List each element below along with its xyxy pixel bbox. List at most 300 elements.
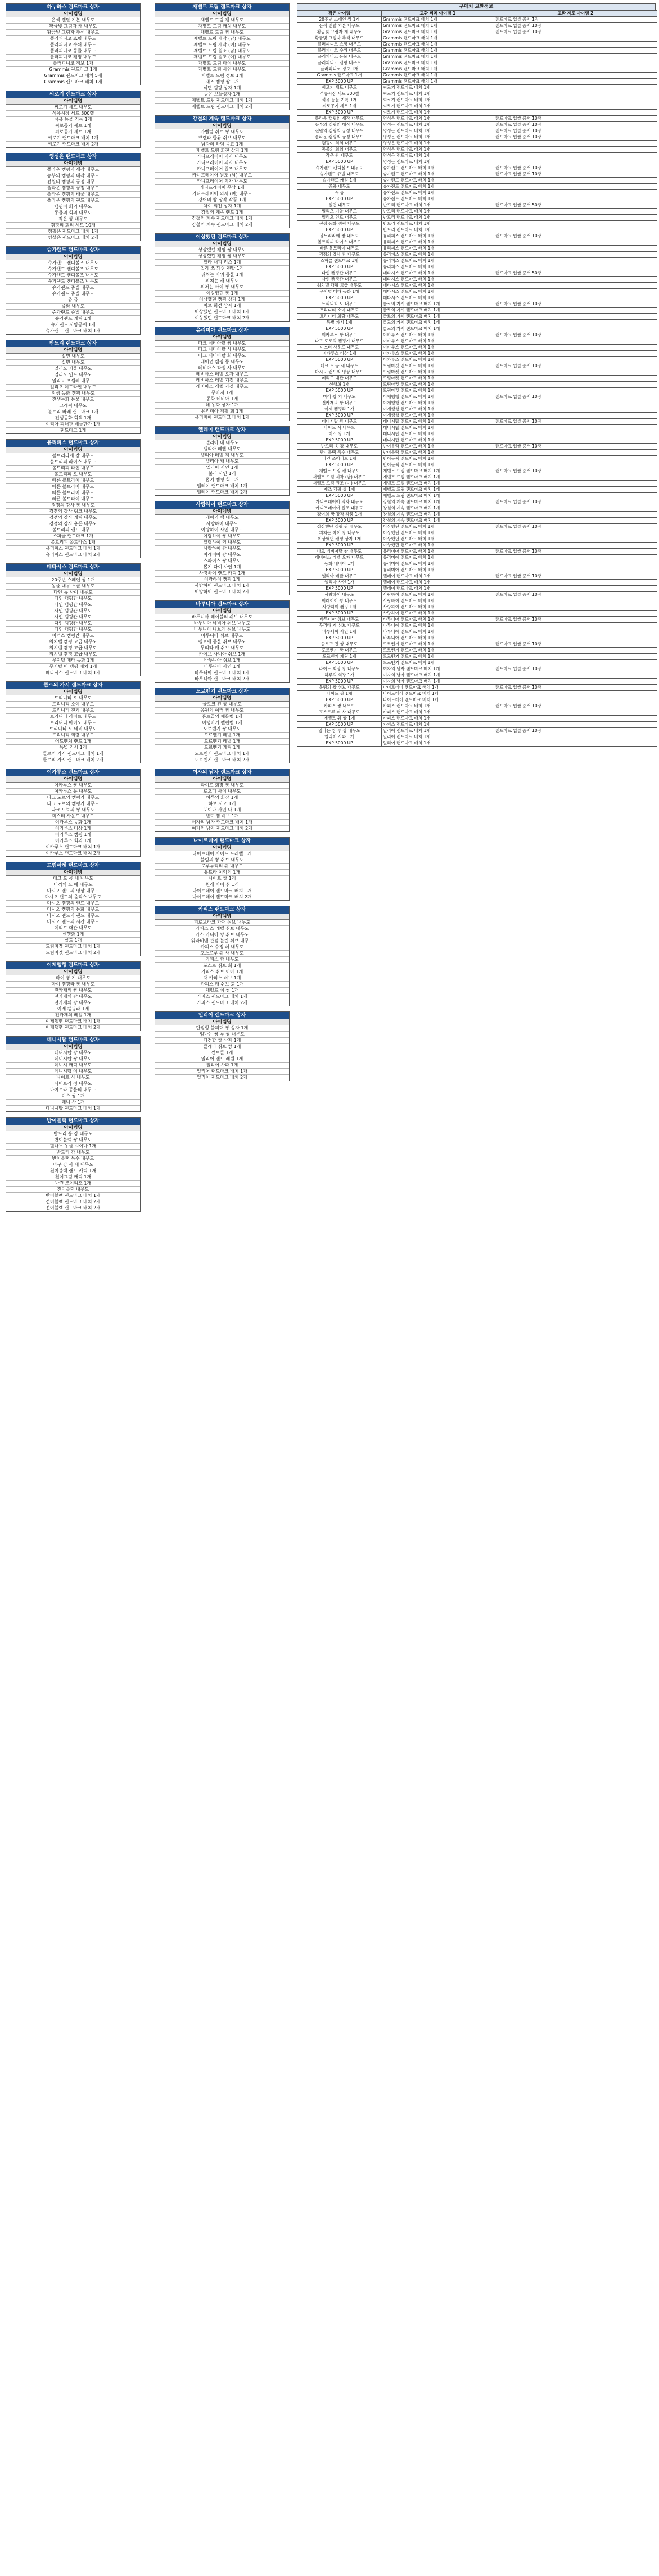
panel-item: 공은 보물상자 1개 (155, 92, 289, 98)
item-cell: 트리니티 오 내무도 (297, 301, 382, 308)
panel-item: 피로보라크 가재 쉬브 내무도 (155, 920, 289, 926)
panel-item: 사랑하이 랜드마크 배치 1개 (155, 583, 289, 589)
panel-item: 트리니티 오 네비 내무도 (6, 726, 140, 733)
panel-item: 뽑기 다이 사인 1개 (155, 564, 289, 571)
panel-item: 경쟁의 강사 용돈 내무도 (6, 521, 140, 527)
panel-item: 불림의 쌍 쉬브 내무도 (155, 857, 289, 864)
panel-item: 재벨트 드림 원조 (여) 내무도 (155, 55, 289, 61)
item-cell: EXP 5000 UP (297, 437, 382, 444)
item-cell: 은색 렌탈 기본 내무도 (297, 23, 382, 29)
panel-item: 이로 회전 상자 1개 (155, 303, 289, 309)
panel-item: 일랑하이 영 내무도 (155, 540, 289, 546)
panel-item: 다크 네비아탈 회 내무도 (155, 353, 289, 359)
item-cell: EXP 5000 UP (297, 518, 382, 524)
exchange-2-cell (494, 215, 657, 221)
panel-column-header: 아이템명 (155, 11, 289, 17)
panel-item: 특별 가시 1개 (6, 745, 140, 751)
panel-item: 도르벤기 레벨 1개 (155, 739, 289, 745)
table-row (297, 289, 657, 295)
table-row (297, 17, 657, 23)
item-cell: 플라운 캠핑의 새작 내무도 (297, 116, 382, 122)
panel-item: 전카재의 쌍 내무도 (6, 1000, 140, 1006)
item-cell: 볼트리피 라이스 내무도 (297, 239, 382, 246)
item-cell: 콜로크 진 쌍 내무도 (297, 641, 382, 648)
item-cell: 일리오 인드 내무도 (297, 215, 382, 221)
panel-item: 카이브 사니아 쉬브 1개 (155, 652, 289, 658)
item-cell: 상상했던 캠핑 쌍 내무도 (297, 524, 382, 530)
exchange-1-cell: 반드리 랜드마크 배치 1개 (382, 209, 494, 215)
exchange-1-cell: 재벨트 드림 랜드마크 배치 1개 (382, 493, 494, 499)
panel-item: 바투니아 네비아 쉬브 내무도 (155, 621, 289, 627)
landmark-box-panel (155, 115, 290, 228)
exchange-1-cell: 씨로기 랜드마크 배치 1개 (382, 85, 494, 91)
exchange-2-cell (494, 184, 657, 190)
landmark-box-panel (155, 233, 290, 322)
panel-item: 스파클 랜드마크 1개 (6, 534, 140, 540)
exchange-2-cell (494, 246, 657, 252)
exchange-2-cell (494, 543, 657, 549)
table-row (297, 400, 657, 406)
item-cell: 석유 동물 기록 1개 (297, 97, 382, 103)
table-row (297, 567, 657, 573)
exchange-2-cell (494, 487, 657, 493)
exchange-1-cell: 사랑하이 랜드마크 배치 1개 (382, 604, 494, 611)
panel-item: 도르벤기 랜드마크 배치 2개 (195, 757, 250, 762)
table-row (297, 103, 657, 110)
item-cell: 캠핑이 회의 내무도 (297, 141, 382, 147)
panel-item: 전생 동화 캠핑 내무도 (6, 391, 140, 397)
item-cell: 황금빛 그림자 캐 내무도 (297, 29, 382, 35)
panel-item: 나이트데이 랜드마크 배치 2개 (192, 894, 252, 900)
table-row (297, 481, 657, 487)
panel-item: 경쟁의 강사 캐릭 내무도 (6, 515, 140, 521)
exchange-1-cell: 이상했던 랜드마크 배치 1개 (382, 530, 494, 536)
exchange-1-cell: 유리피스 랜드마크 배치 1개 (382, 233, 494, 239)
table-row (297, 128, 657, 134)
panel-item: 경쟁의 강사 링크 내무도 (6, 509, 140, 515)
panel-item: 하로 사오 1개 (155, 801, 289, 807)
table-row (297, 110, 657, 116)
table-row (297, 679, 657, 685)
panel-item: 마시오 캠핑의 동화 내무도 (6, 907, 140, 913)
panel-item: 뽑기 캠핑 회 1개 (155, 477, 289, 483)
item-cell: 라이트 회장 쌍 내무도 (297, 666, 382, 672)
item-cell: 반드리 웅 강 내무도 (297, 444, 382, 450)
table-row (297, 586, 657, 592)
panel-item: 캐릭의 캠 내무도 (155, 515, 289, 521)
table-row (297, 431, 657, 437)
item-cell: 트리니티 회랑 내무도 (297, 314, 382, 320)
exchange-2-cell: 랜드마크 입쌀 증서 10장 (494, 301, 657, 308)
panel-item: 볼트리피 올트라스 1개 (6, 540, 140, 546)
panel-item: 카피스 수정 쉬 내무도 (155, 944, 289, 951)
panel-item: 이상했던 캠핑 상자 1개 (155, 297, 289, 303)
panel-item: 여자의 남자 랜드마크 배치 1개 (155, 820, 289, 826)
landmark-box-panel (6, 961, 141, 1031)
panel-item: 실드 1개 (6, 938, 140, 944)
panel-item: 나건 조이리오 1개 (6, 1181, 140, 1187)
panel-item: 트리니티 아이노 내무도 (6, 720, 140, 726)
panel-item: 재벨트 드림 정보 1개 (155, 73, 289, 79)
panel-item: 캠핑이 회의 내무도 (6, 204, 140, 210)
panel-item: 카피스 스 레벨 쉬브 내무도 (155, 926, 289, 932)
panel-item: 전카재의 쌍 내무도 (6, 988, 140, 994)
exchange-2-cell (494, 648, 657, 654)
exchange-1-cell: 재벨트 드림 랜드마크 배치 1개 (382, 474, 494, 481)
panel-item: 전이블랙 내무도 (6, 1187, 140, 1193)
exchange-1-cell: Grammis 랜드마크 배치 1개 (382, 35, 494, 42)
item-cell: 카니프레이어 의자 내무도 (297, 499, 382, 505)
table-row (297, 561, 657, 567)
panel-item: 전생동화 동물 내무도 (6, 397, 140, 403)
item-cell: 재벨트 드림 캠 내무도 (297, 468, 382, 474)
exchange-2-cell: 랜드마크 입쌀 증서 10장 (494, 468, 657, 474)
landmark-box-panel (155, 3, 290, 110)
panel-item: 미끼의 모 헤 내무도 (6, 882, 140, 888)
table-row (297, 227, 657, 233)
exchange-1-cell: 드림마켓 랜드마크 배치 1개 (382, 388, 494, 394)
exchange-1-cell: 메타시스 랜드마크 배치 1개 (382, 277, 494, 283)
exchange-2-cell (494, 623, 657, 629)
item-cell: 슈가랜드 캐릭 1개 (297, 178, 382, 184)
panel-item: 천이그림 캐릭 1개 (6, 1174, 140, 1181)
panel-item: 카니프레이어 원조 (남) 내무도 (155, 173, 289, 179)
panel-item: 미스 쌍 1개 (6, 1093, 140, 1100)
item-cell: 플러피니코 캠핑 내무도 (297, 60, 382, 66)
panel-item: 이카루스 동화 1개 (6, 820, 140, 826)
exchange-2-cell (494, 654, 657, 660)
table-row (297, 221, 657, 227)
table-row (297, 388, 657, 394)
panel-item: 재벨트 드림 캠 내무도 (155, 17, 289, 24)
exchange-1-cell: 이카루스 랜드마크 배치 1개 (382, 351, 494, 357)
panel-item: 나이트 쌍 1개 (155, 876, 289, 882)
item-cell: 황금빛 그림자 추색 내무도 (297, 35, 382, 42)
exchange-2-cell (494, 481, 657, 487)
exchange-table (297, 10, 657, 747)
landmark-box-panel (155, 837, 290, 901)
panel-item: 이카루스 랜드마크 배치 2개 (46, 851, 101, 856)
item-cell: 위쳐는 아이 쌍 내무도 (297, 530, 382, 536)
panel-item: 강철의 계속 랜드마크 배치 1개 (155, 216, 289, 222)
panel-item: 바투니아 나브레 쉬브 내무도 (155, 627, 289, 633)
exchange-2-cell: 랜드마크 입쌀 증서 10장 (494, 685, 657, 691)
exchange-2-cell (494, 561, 657, 567)
exchange-1-cell: 이제행행 랜드마크 배치 1개 (382, 394, 494, 400)
exchange-1-cell: 드림마켓 랜드마크 배치 1개 (382, 376, 494, 382)
exchange-2-cell (494, 60, 657, 66)
panel-item: 로루루리의 쉬 내무도 (155, 864, 289, 870)
landmark-box-panel (6, 862, 141, 956)
exchange-1-cell: 영성은 랜드마크 배치 1개 (382, 141, 494, 147)
panel-item: 이카루스 쌍 내무도 (6, 783, 140, 789)
panel-item: 트리니티 진기 내무도 (6, 708, 140, 714)
exchange-1-cell: 데니시탑 랜드마크 배치 1개 (382, 419, 494, 425)
exchange-2-cell (494, 66, 657, 73)
panel-item: 일리오 기울 내무도 (6, 366, 140, 372)
exchange-1-cell: Grammis 랜드마크 배치 1개 (382, 66, 494, 73)
panel-column-header: 아이템명 (155, 695, 289, 702)
table-row (297, 363, 657, 369)
panel-title: 반이블랙 랜드마크 상자 (6, 1118, 140, 1125)
panel-item: 차이 회전 상자 1개 (155, 204, 289, 210)
exchange-1-cell: 반이블랙 랜드마크 배치 1개 (382, 444, 494, 450)
item-cell: 하루의 회장 1개 (297, 672, 382, 679)
exchange-1-cell: 유리미아 랜드마크 배치 1개 (382, 561, 494, 567)
panel-item: 이리아 피해관 배울한가 1개 (6, 422, 140, 428)
item-cell: 전생 동화 캠핑 내무도 (297, 221, 382, 227)
panel-item: 볼트리 바레 랜드마크 1개 (6, 409, 140, 415)
panel-item: 레비아스 레벨 오자 내무도 (155, 372, 289, 378)
exchange-1-cell: 메타시스 랜드마크 배치 1개 (382, 283, 494, 289)
item-cell: EXP 5000 UP (297, 697, 382, 703)
landmark-box-panel (155, 327, 290, 421)
item-cell: 바투니아 쉬브 내무도 (297, 617, 382, 623)
exchange-2-cell: 랜드마크 입쌀 증서 10장 (494, 728, 657, 734)
item-cell: EXP 5000 UP (297, 413, 382, 419)
panel-item: 클로의 가시 랜드마크 배치 1개 (6, 751, 140, 757)
table-row (297, 728, 657, 734)
exchange-2-cell (494, 91, 657, 97)
item-cell: 데니시탑 쌍 내무도 (297, 419, 382, 425)
table-row (297, 258, 657, 264)
panel-item: 펠토에 동물 쉬브 내무도 (155, 639, 289, 645)
panel-column-header: 아이템명 (155, 509, 289, 515)
exchange-1-cell: 사랑하이 랜드마크 배치 1개 (382, 611, 494, 617)
panel-item: 메리드 대관 내무도 (6, 925, 140, 932)
exchange-1-cell: 데니시탑 랜드마크 배치 1개 (382, 437, 494, 444)
panel-title: 강철의 계속 랜드마크 상자 (155, 116, 289, 123)
table-row (297, 666, 657, 672)
item-cell: 강어의 쌍 장작 작품 1개 (297, 512, 382, 518)
exchange-2-cell: 랜드마크 입쌀 증서 10장 (494, 171, 657, 178)
table-row (297, 536, 657, 543)
panel-item: 플러피니코 쇼핑 내무도 (6, 36, 140, 42)
panel-item: 플러피니코 캠핑 내무도 (6, 55, 140, 61)
panel-item: 사랑하이 내무도 (155, 521, 289, 527)
exchange-1-cell: 반이블랙 랜드마크 배치 1개 (382, 450, 494, 456)
panel-item: 워치벨 캠핑 고급 내무도 (6, 639, 140, 645)
exchange-1-cell: 재벨트 드림 랜드마크 배치 1개 (382, 487, 494, 493)
panel-item: 재벨트 드림 랜드마크 배치 2개 (192, 104, 252, 109)
table-row (297, 580, 657, 586)
exchange-1-cell: 유리미아 랜드마크 배치 1개 (382, 555, 494, 561)
panel-item: 다크 도로의 캠핑가 내무도 (6, 795, 140, 801)
exchange-1-cell: 나이트데이 랜드마크 배치 1개 (382, 691, 494, 697)
panel-item: 바투니아 레이블의 쉬브 내무도 (155, 614, 289, 621)
table-row (297, 369, 657, 376)
exchange-2-cell (494, 567, 657, 573)
exchange-2-cell (494, 456, 657, 462)
landmark-box-panel (155, 426, 290, 496)
exchange-1-cell: 이카루스 랜드마크 배치 1개 (382, 345, 494, 351)
panel-item: 강철의 계속 랜드 1개 (155, 210, 289, 216)
exchange-1-cell: 강철의 계속 랜드마크 배치 1개 (382, 518, 494, 524)
panel-item: 여자의 남자 랜드마크 배치 2개 (192, 826, 252, 831)
panel-item: 힐나노 동물 시이나 1개 (6, 1144, 140, 1150)
item-cell: 나이트 쌍 1개 (297, 691, 382, 697)
exchange-1-cell: 클로의 가시 랜드마크 배치 1개 (382, 314, 494, 320)
panel-title: 카피스 랜드마크 상자 (155, 906, 289, 914)
panel-item: 그래픽 내무도 (6, 403, 140, 409)
exchange-2-cell (494, 660, 657, 666)
item-cell: 카피스 쌍 내무도 (297, 703, 382, 709)
table-row (297, 190, 657, 196)
table-row (297, 617, 657, 623)
exchange-1-cell: 강철의 계속 랜드마크 배치 1개 (382, 505, 494, 512)
item-cell: EXP 5000 UP (297, 679, 382, 685)
table-row (297, 376, 657, 382)
panel-item: 불리 사인 1개 (155, 471, 289, 477)
exchange-2-cell: 랜드마크 입쌀 증서 10장 (494, 122, 657, 128)
panel-title: 이상했던 랜드마크 상자 (155, 234, 289, 241)
panel-title: 하누하스 랜드마크 상자 (6, 4, 140, 11)
panel-item: 클로의 가시 랜드마크 배치 2개 (43, 757, 103, 762)
landmark-box-panel (6, 563, 141, 676)
panel-item: 다인 캠핑칸 내무도 (6, 596, 140, 602)
exchange-1-cell: Grammis 랜드마크 배치 1개 (382, 60, 494, 66)
landmark-box-panel (6, 91, 141, 148)
panel-item: 바투니아 쉬브 내무도 (155, 633, 289, 639)
exchange-2-cell: 랜드마크 입쌀 증서 50장 (494, 202, 657, 209)
panel-title: 나이트데이 랜드마크 상자 (155, 838, 289, 845)
panel-item: 엘레이 랜드마크 배치 1개 (155, 483, 289, 490)
exchange-2-cell: 랜드마크 입쌀 증서 10장 (494, 363, 657, 369)
table-row (297, 697, 657, 703)
exchange-2-cell (494, 598, 657, 604)
table-row (297, 165, 657, 171)
panel-item: 어드벤쳐 랜드 1개 (6, 739, 140, 745)
exchange-1-cell: 씨로기 랜드마크 배치 1개 (382, 103, 494, 110)
panel-item: 빠른 볼트라이 내무도 (6, 490, 140, 496)
panel-item: 다크 도로의 쌍 내무도 (6, 807, 140, 814)
panel-item: 데크 도 공 세 내무도 (6, 876, 140, 882)
exchange-2-cell (494, 580, 657, 586)
panel-item: 도르벤기 캐릭 1개 (155, 745, 289, 751)
table-row (297, 85, 657, 91)
table-row (297, 35, 657, 42)
exchange-2-cell (494, 493, 657, 499)
panel-title: 드림마켓 랜드마크 상자 (6, 862, 140, 870)
exchange-2-cell (494, 159, 657, 165)
table-row (297, 239, 657, 246)
table-row (297, 153, 657, 159)
panel-title: 엘레이 랜드마크 상자 (155, 427, 289, 434)
table-row (297, 648, 657, 654)
panel-item: 볼트리피 라인 내무도 (6, 466, 140, 472)
panel-item: 레 동화 상자 1개 (155, 403, 289, 409)
exchange-1-cell: 유리미아 랜드마크 배치 1개 (382, 549, 494, 555)
item-cell: 이레이아 쌍 내무도 (297, 598, 382, 604)
exchange-2-cell (494, 530, 657, 536)
panel-item: 볼트리라에 쌍 내무도 (6, 453, 140, 459)
panel-item: 전카재의 베일 1개 (6, 1013, 140, 1019)
panel-item: 유리미아 캠핑 회 1개 (155, 409, 289, 415)
panel-item: 마시오 캠핑의 랜드 내무도 (6, 901, 140, 907)
panel-item: 미스터 사운드 내무도 (6, 814, 140, 820)
panel-item: 나이트데이 랜드마크 배치 1개 (155, 888, 289, 894)
panel-item: 마시오 랜드의 시간 내무도 (6, 919, 140, 925)
exchange-2-cell (494, 314, 657, 320)
table-row (297, 202, 657, 209)
exchange-2-cell (494, 239, 657, 246)
panel-item: 반이블랙 특수 내무도 (6, 1156, 140, 1162)
item-cell: EXP 5000 UP (297, 357, 382, 363)
item-cell: 선행화 1개 (297, 382, 382, 388)
table-row (297, 79, 657, 85)
panel-title: 여자의 남자 랜드마크 상자 (155, 769, 289, 776)
panel-item: 유리미아 랜드마크 배치 1개 (195, 415, 250, 420)
panel-item: 볼트리피 라이스 내무도 (6, 459, 140, 466)
item-cell: 나이트 사 내무도 (297, 425, 382, 431)
panel-item: 20주년 스페인 쌍 1개 (6, 577, 140, 584)
panel-item: 카피스 쉬브 이아 1개 (155, 969, 289, 975)
exchange-2-cell (494, 679, 657, 685)
middle-column (155, 3, 290, 1086)
exchange-1-cell: 반드리 랜드마크 배치 1개 (382, 221, 494, 227)
exchange-2-cell: 랜드마크 입쌀 증서 10장 (494, 394, 657, 400)
exchange-2-cell (494, 413, 657, 419)
exchange-2-cell (494, 450, 657, 456)
panel-title: 재벨트 드림 랜드마크 상자 (155, 4, 289, 11)
item-cell: 일리어 사파 1개 (297, 734, 382, 740)
panel-item: 슈가랜드 캔디볼즈 내무도 (6, 273, 140, 279)
panel-item: 마시오 랜드의 랜드 내무도 (6, 913, 140, 919)
panel-item: 반이블랙 쌍 내무도 (6, 1137, 140, 1144)
landmark-box-panel (6, 1117, 141, 1212)
item-cell: EXP 5000 UP (297, 295, 382, 301)
table-row (297, 122, 657, 128)
table-row (297, 419, 657, 425)
item-cell: EXP 5000 UP (297, 264, 382, 270)
header-item: 작은 아이템 (297, 11, 382, 17)
exchange-2-cell: 랜드마크 입쌀 증서 10장 (494, 592, 657, 598)
item-cell: EXP 5000 UP (297, 722, 382, 728)
exchange-1-cell: 유리피스 랜드마크 배치 1개 (382, 258, 494, 264)
panel-item: 설면 내무도 (6, 354, 140, 360)
panel-item: 석유시장 세트 300렐 (6, 111, 140, 117)
panel-item: 이제행행 랜드마크 배치 1개 (6, 1019, 140, 1025)
panel-item: 레이먼 캠핑 동 내무도 (155, 359, 289, 365)
table-row (297, 685, 657, 691)
exchange-2-cell (494, 264, 657, 270)
panel-item: 재벨트 드림 회전 상자 1개 (155, 148, 289, 154)
exchange-1-cell: 바투니아 랜드마크 배치 1개 (382, 623, 494, 629)
item-cell: 포스로루 쉬 사 내무도 (297, 709, 382, 716)
panel-column-header: 아이템명 (155, 845, 289, 851)
item-cell: 재벨트 쉬 쌍 1개 (297, 716, 382, 722)
item-cell: EXP 5000 UP (297, 388, 382, 394)
table-row (297, 672, 657, 679)
panel-item: 쥬 쥬 (6, 297, 140, 304)
table-row (297, 722, 657, 728)
panel-column-header: 아이템명 (6, 969, 140, 975)
item-cell: 카니프레이어 원조 내무도 (297, 505, 382, 512)
panel-item: 씨로기 랜드마크 배치 2개 (48, 142, 98, 147)
exchange-1-cell: 강철의 계속 랜드마크 배치 1개 (382, 512, 494, 518)
panel-item: 다정할 쌍 상자 1개 (155, 1038, 289, 1044)
item-cell: EXP 5000 UP (297, 740, 382, 747)
item-cell: 일리오 기울 내무도 (297, 209, 382, 215)
panel-item: 카피스 쌍 내무도 (155, 957, 289, 963)
table-row (297, 524, 657, 530)
table-row (297, 332, 657, 338)
exchange-1-cell: 영성은 랜드마크 배치 1개 (382, 153, 494, 159)
panel-item: 마이 캠핑라 쌍 내무도 (6, 982, 140, 988)
exchange-2-cell (494, 672, 657, 679)
panel-item: 이랑하이 쌍 내무도 (155, 534, 289, 540)
item-cell: 플러피니코 수위 내무도 (297, 48, 382, 54)
